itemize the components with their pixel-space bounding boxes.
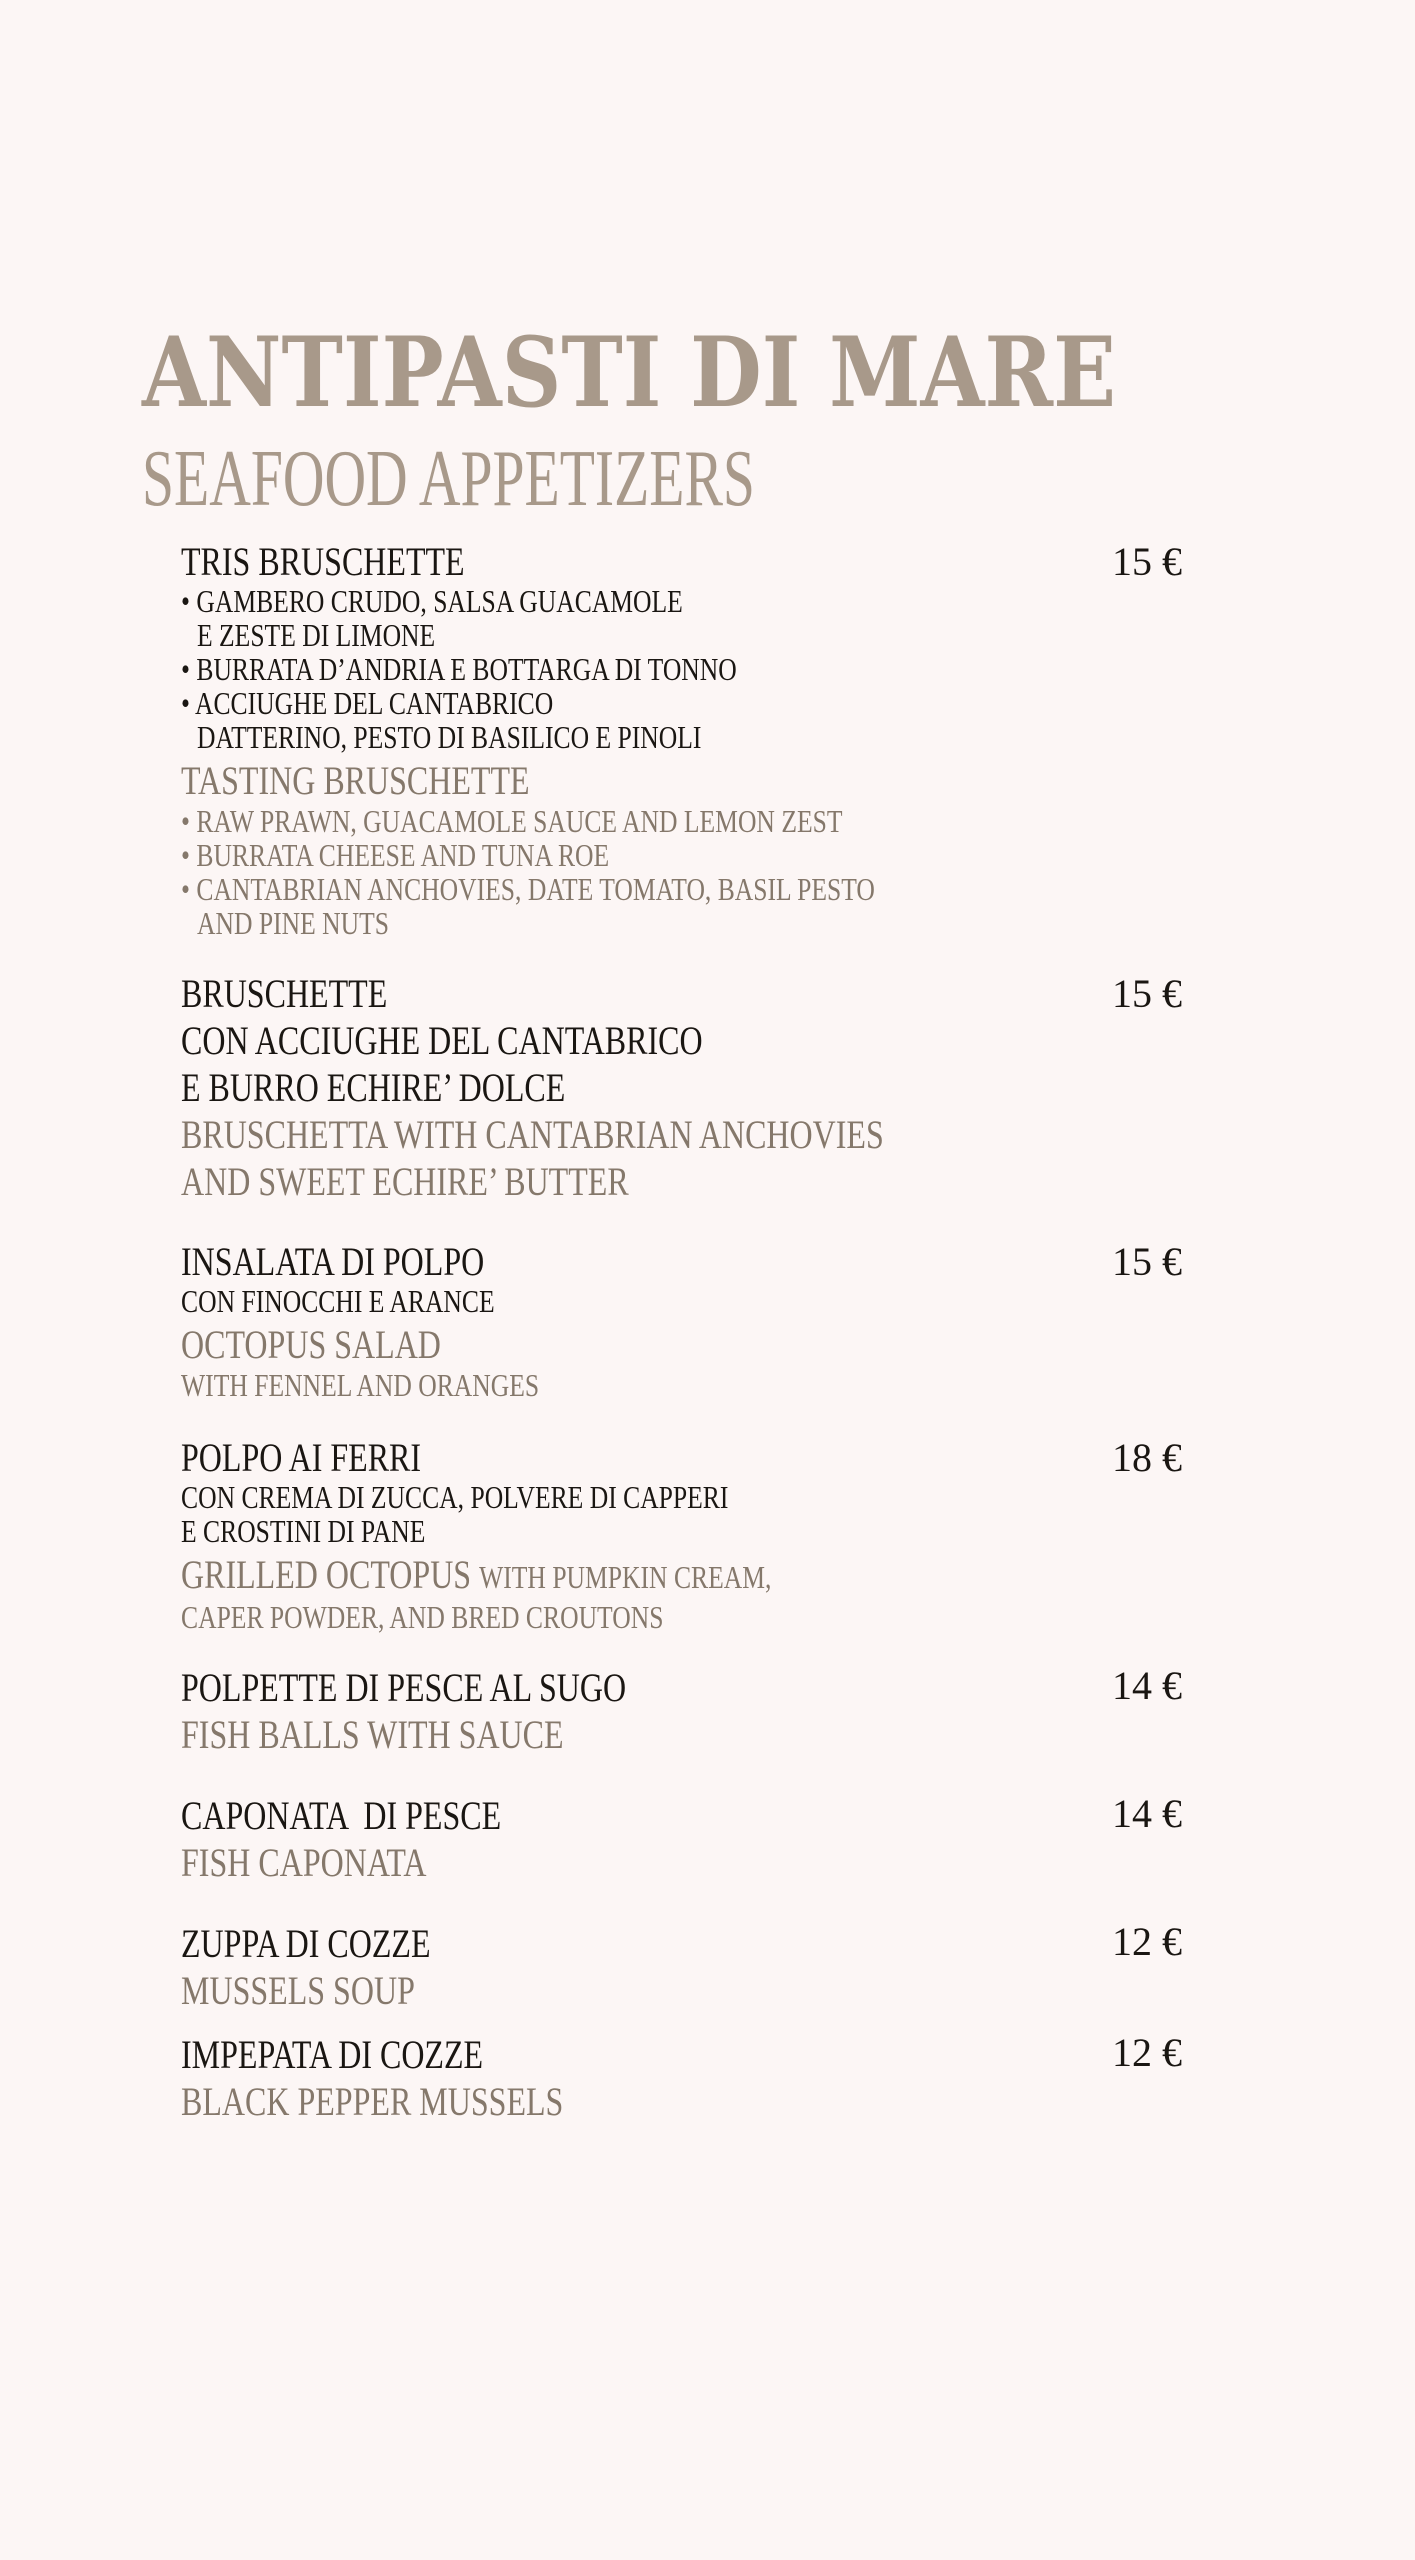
menu-item-insalata-polpo <box>181 1240 1181 1402</box>
item-name-en: FISH CAPONATA <box>181 1840 427 1885</box>
section-subtitle: SEAFOOD APPETIZERS <box>142 435 755 523</box>
item-price: 15 € <box>1112 539 1182 584</box>
item-detail-it: DATTERINO, PESTO DI BASILICO E PINOLI <box>197 719 702 755</box>
item-sub-en: CAPER POWDER, AND BRED CROUTONS <box>181 1599 664 1635</box>
item-detail-it: E ZESTE DI LIMONE <box>197 617 436 653</box>
item-name-it: ZUPPA DI COZZE <box>181 1921 431 1966</box>
item-price: 18 € <box>1112 1435 1182 1480</box>
item-name-it: CON ACCIUGHE DEL CANTABRICO <box>181 1018 703 1063</box>
menu-item-polpo-ferri <box>181 1436 1181 1634</box>
item-price: 14 € <box>1112 1791 1182 1836</box>
menu-item-zuppa-cozze <box>181 1920 1181 2014</box>
item-sub-en: WITH FENNEL AND ORANGES <box>181 1367 540 1403</box>
item-name-en: AND SWEET ECHIRE’ BUTTER <box>181 1159 629 1204</box>
item-detail-en: AND PINE NUTS <box>197 905 389 941</box>
item-name-en: BLACK PEPPER MUSSELS <box>181 2079 564 2124</box>
item-price: 12 € <box>1112 2030 1182 2075</box>
item-sub-en-inline: WITH PUMPKIN CREAM, <box>479 1559 772 1595</box>
menu-item-caponata-pesce <box>181 1792 1181 1886</box>
item-sub-it: CON CREMA DI ZUCCA, POLVERE DI CAPPERI <box>181 1479 729 1515</box>
item-name-en: FISH BALLS WITH SAUCE <box>181 1712 564 1757</box>
item-price: 15 € <box>1112 1239 1182 1284</box>
item-detail-it: • GAMBERO CRUDO, SALSA GUACAMOLE <box>181 583 683 619</box>
item-name-it: POLPO AI FERRI <box>181 1435 422 1480</box>
item-name-it: POLPETTE DI PESCE AL SUGO <box>181 1665 627 1710</box>
menu-item-tris-bruschette <box>181 540 1181 940</box>
item-sub-it: CON FINOCCHI E ARANCE <box>181 1283 495 1319</box>
item-name-it: IMPEPATA DI COZZE <box>181 2032 484 2077</box>
item-sub-it: E CROSTINI DI PANE <box>181 1513 426 1549</box>
item-name-en: TASTING BRUSCHETTE <box>181 758 530 803</box>
item-name-en-main: GRILLED OCTOPUS <box>181 1552 472 1597</box>
section-title: ANTIPASTI DI MARE <box>142 316 1117 429</box>
item-detail-en: • BURRATA CHEESE AND TUNA ROE <box>181 837 610 873</box>
item-name-it: BRUSCHETTE <box>181 971 388 1016</box>
item-name-en: MUSSELS SOUP <box>181 1968 415 2013</box>
item-name-it: E BURRO ECHIRE’ DOLCE <box>181 1065 566 1110</box>
item-name-it: TRIS BRUSCHETTE <box>181 539 465 584</box>
menu-item-bruschette-acciughe <box>181 970 1181 1205</box>
menu-item-polpette-pesce <box>181 1664 1181 1758</box>
item-name-it: CAPONATA DI PESCE <box>181 1793 502 1838</box>
item-detail-en: • CANTABRIAN ANCHOVIES, DATE TOMATO, BASIL PESTO <box>181 871 875 907</box>
menu-item-impepata-cozze <box>181 2031 1181 2125</box>
item-name-en <box>181 1552 981 1600</box>
item-name-en: OCTOPUS SALAD <box>181 1322 441 1367</box>
item-price: 14 € <box>1112 1663 1182 1708</box>
item-name-en: BRUSCHETTA WITH CANTABRIAN ANCHOVIES <box>181 1112 884 1157</box>
item-name-it: INSALATA DI POLPO <box>181 1239 485 1284</box>
item-detail-en: • RAW PRAWN, GUACAMOLE SAUCE AND LEMON ZEST <box>181 803 843 839</box>
item-detail-it: • BURRATA D’ANDRIA E BOTTARGA DI TONNO <box>181 651 737 687</box>
item-price: 15 € <box>1112 971 1182 1016</box>
item-price: 12 € <box>1112 1919 1182 1964</box>
item-detail-it: • ACCIUGHE DEL CANTABRICO <box>181 685 554 721</box>
